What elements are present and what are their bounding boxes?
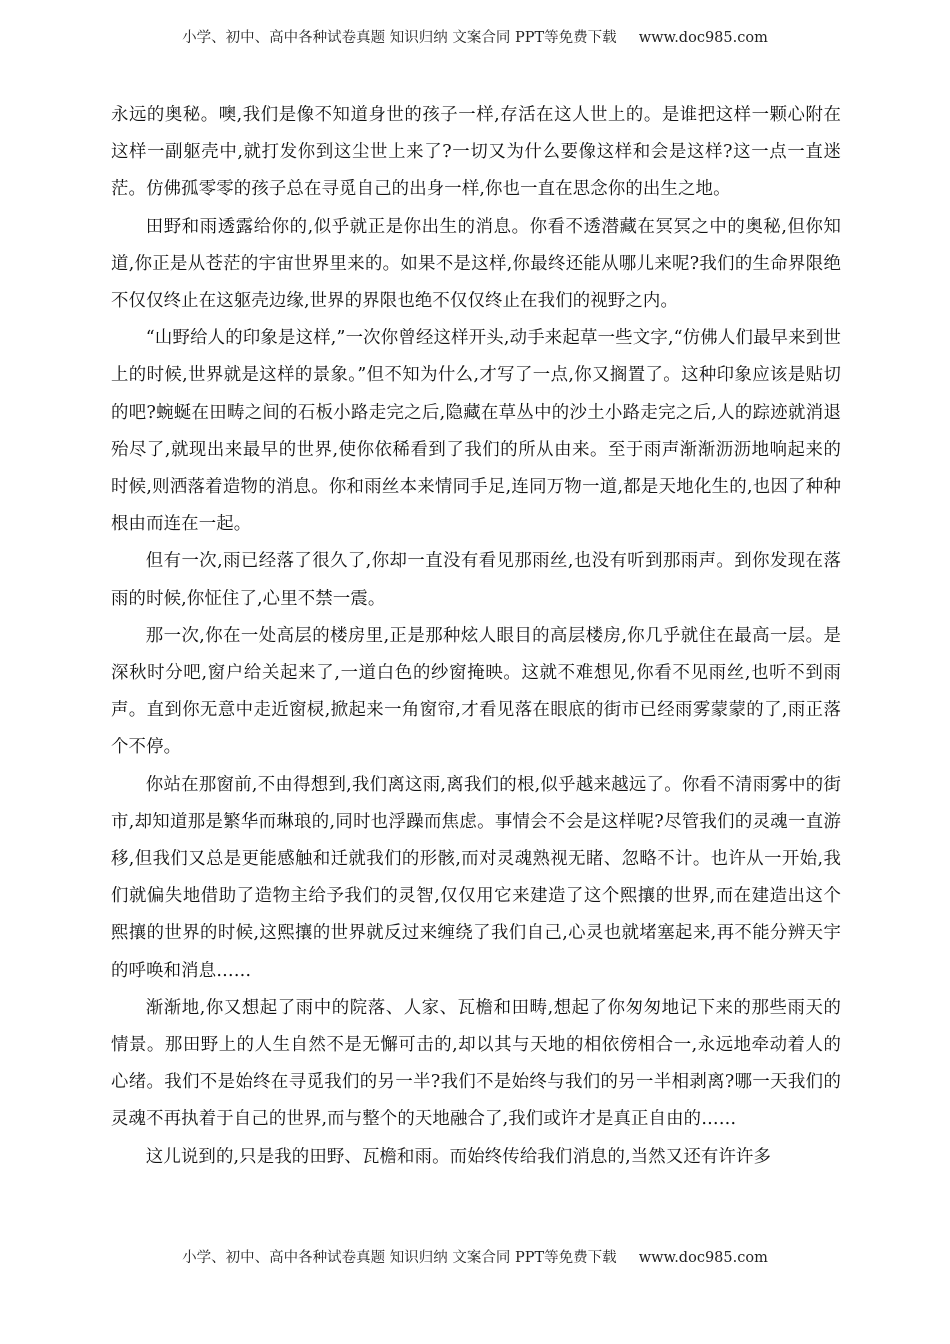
paragraph-7: 渐渐地,你又想起了雨中的院落、人家、瓦檐和田畴,想起了你匆匆地记下来的那些雨天的情景。那田野上的人生自然不是无懈可击的,却以其与天地的相依傍相合一,永远地牵动着人的心绪。我们不是始终在寻觅我们的另一半?我们不是始终与我们的另一半相剥离?哪一天我们的灵魂不再执着于自己的世界,而与整个的天地融合了,我们或许才是真正自由的……	[111, 997, 841, 1130]
paragraph-6: 你站在那窗前,不由得想到,我们离这雨,离我们的根,似乎越来越远了。你看不清雨雾中的街市,却知道那是繁华而琳琅的,同时也浮躁而焦虑。事情会不会是这样呢?尽管我们的灵魂一直游移,但我们又总是更能感触和迁就我们的形骸,而对灵魂熟视无睹、忽略不计。也许从一开始,我们就偏失地借助了造物主给予我们的灵智,仅仅用它来建造了这个熙攘的世界,而在建造出这个熙攘的世界的时候,这熙攘的世界就反过来缠绕了我们自己,心灵也就堵塞起来,再不能分辨天宇的呼唤和消息……	[111, 774, 841, 981]
page-header	[0, 28, 950, 48]
paragraph-1: 永远的奥秘。噢,我们是像不知道身世的孩子一样,存活在这人世上的。是谁把这样一颗心附在这样一副躯壳中,就打发你到这尘世上来了?一切又为什么要像这样和会是这样?这一点一直迷茫。仿佛孤零零的孩子总在寻觅自己的出身一样,你也一直在思念你的出生之地。	[111, 105, 841, 200]
paragraph-3: “山野给人的印象是这样,”一次你曾经这样开头,动手来起草一些文字,“仿佛人们最早来到世上的时候,世界就是这样的景象。”但不知为什么,才写了一点,你又搁置了。这种印象应该是贴切的吧?蜿蜒在田畴之间的石板小路走完之后,隐藏在草丛中的沙土小路走完之后,人的踪迹就消退殆尽了,就现出来最早的世界,使你依稀看到了我们的所从由来。至于雨声渐渐沥沥地响起来的时候,则洒落着造物的消息。你和雨丝本来情同手足,连同万物一道,都是天地化生的,也因了种种根由而连在一起。	[111, 328, 841, 535]
page-footer	[0, 1248, 950, 1268]
footer-text: 小学、初中、高中各种试卷真题 知识归纳 文案合同 PPT等免费下载	[182, 1250, 617, 1266]
paragraph-2: 田野和雨透露给你的,似乎就正是你出生的消息。你看不透潜藏在冥冥之中的奥秘,但你知道,你正是从苍茫的宇宙世界里来的。如果不是这样,你最终还能从哪儿来呢?我们的生命界限绝不仅仅终止在这躯壳边缘,世界的界限也绝不仅仅终止在我们的视野之内。	[111, 216, 841, 312]
article-body	[111, 97, 841, 1176]
footer-site-link[interactable]: www.doc985.com	[638, 1250, 768, 1266]
paragraph-4: 但有一次,雨已经落了很久了,你却一直没有看见那雨丝,也没有听到那雨声。到你发现在落雨的时候,你怔住了,心里不禁一震。	[111, 551, 841, 609]
paragraph-8: 这儿说到的,只是我的田野、瓦檐和雨。而始终传给我们消息的,当然又还有许许多	[145, 1146, 772, 1167]
paragraph-5: 那一次,你在一处高层的楼房里,正是那种炫人眼目的高层楼房,你几乎就住在最高一层。是深秋时分吧,窗户给关起来了,一道白色的纱窗掩映。这就不难想见,你看不见雨丝,也听不到雨声。直到你无意中走近窗棂,掀起来一角窗帘,才看见落在眼底的街市已经雨雾蒙蒙的了,雨正落个不停。	[111, 625, 841, 758]
header-site-link[interactable]: www.doc985.com	[638, 30, 768, 46]
header-text: 小学、初中、高中各种试卷真题 知识归纳 文案合同 PPT等免费下载	[182, 30, 617, 46]
